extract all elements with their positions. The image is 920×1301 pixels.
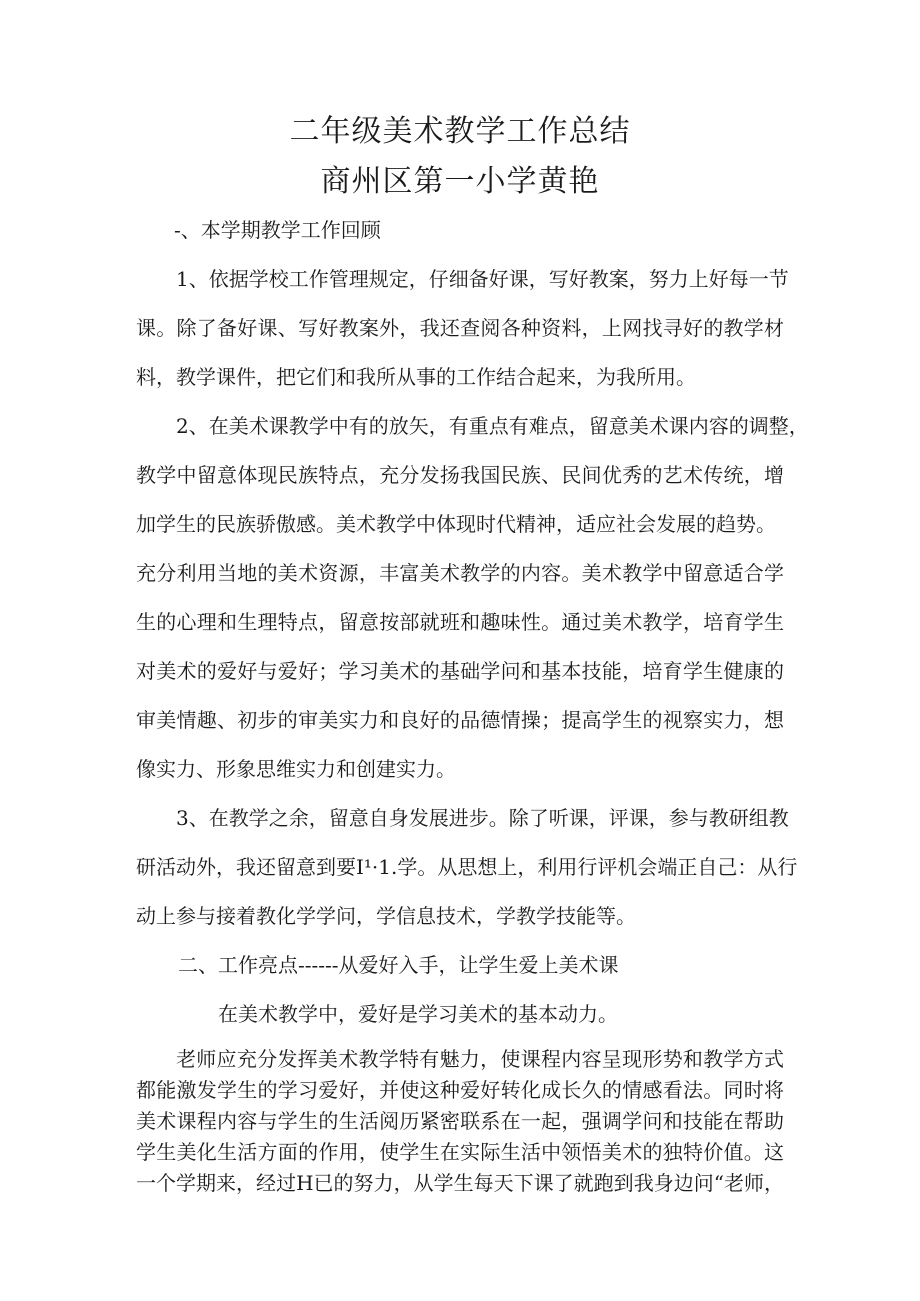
paragraph-line: 在美术教学中，爱好是学习美术的基本动力。 <box>218 1002 618 1026</box>
paragraph-line: 动上参与接着教化学学问，学信息技术，学教学技能等。 <box>136 904 636 928</box>
paragraph-line: 加学生的民族骄傲感。美术教学中体现时代精神，适应社会发展的趋势。 <box>136 512 776 536</box>
paragraph-line: 3、在教学之余，留意自身发展进步。除了听课，评课，参与教研组教 <box>176 806 789 830</box>
paragraph-line: 老师应充分发挥美术教学特有魅力，使课程内容呈现形势和教学方式 <box>176 1047 784 1071</box>
document-title: 二年级美术教学工作总结 <box>289 114 631 149</box>
author-line: 商州区第一小学黄艳 <box>320 164 600 199</box>
paragraph-line: 2、在美术课教学中有的放矢，有重点有难点，留意美术课内容的调整， <box>176 414 809 438</box>
paragraph-line: 学生美化生活方面的作用，使学生在实际生活中领悟美术的独特价值。这 <box>136 1140 784 1164</box>
paragraph-line: 充分利用当地的美术资源，丰富美术教学的内容。美术教学中留意适合学 <box>136 561 784 585</box>
paragraph-line: 研活动外，我还留意到要I¹·1.学。从思想上，利用行评机会端正自己：从行 <box>136 855 798 879</box>
paragraph-line: 课。除了备好课、写好教案外，我还查阅各种资料，上网找寻好的教学材 <box>136 316 784 340</box>
paragraph-line: 一个学期来，经过H已的努力，从学生每天下课了就跑到我身边问“老师， <box>136 1171 784 1195</box>
section-heading-2: 二、工作亮点------从爱好入手，让学生爱上美术课 <box>178 953 619 977</box>
paragraph-line: 像实力、形象思维实力和创建实力。 <box>136 757 456 781</box>
paragraph-line: 对美术的爱好与爱好；学习美术的基础学问和基本技能，培育学生健康的 <box>136 659 784 683</box>
paragraph-line: 审美情趣、初步的审美实力和良好的品德情操；提高学生的视察实力，想 <box>136 708 784 732</box>
paragraph-line: 1、依据学校工作管理规定，仔细备好课，写好教案，努力上好每一节 <box>176 267 789 291</box>
paragraph-line: 教学中留意体现民族特点，充分发扬我国民族、民间优秀的艺术传统，增 <box>136 463 784 487</box>
paragraph-line: 都能激发学生的学习爱好，并使这种爱好转化成长久的情感看法。同时将 <box>136 1078 784 1102</box>
paragraph-line: 美术课程内容与学生的生活阅历紧密联系在一起，强调学问和技能在帮助 <box>136 1109 784 1133</box>
section-heading-1: -、本学期教学工作回顾 <box>174 218 381 242</box>
paragraph-line: 料，教学课件，把它们和我所从事的工作结合起来，为我所用。 <box>136 365 696 389</box>
paragraph-line: 生的心理和生理特点，留意按部就班和趣味性。通过美术教学，培育学生 <box>136 610 784 634</box>
